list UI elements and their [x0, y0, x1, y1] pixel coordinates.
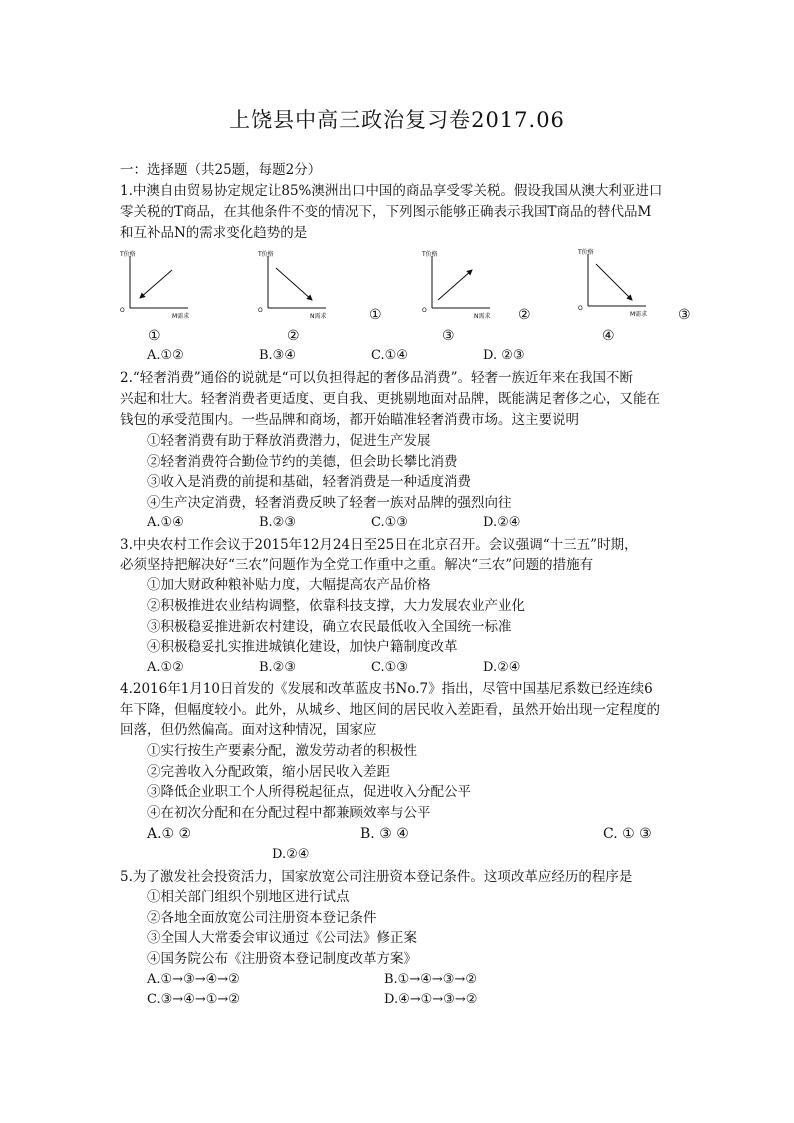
q5-option-d[interactable]: D.④→①→③→② [384, 992, 478, 1007]
q3-item-1: ①加大财政种粮补贴力度，大幅提高农产品价格 [147, 577, 431, 593]
graph-3-ylabel: T价格 [422, 251, 438, 258]
q3-option-c[interactable]: C.①③ [371, 660, 408, 675]
q5-item-4: ④国务院公布《注册资本登记制度改革方案》 [147, 951, 417, 967]
q3-option-a[interactable]: A.①② [147, 660, 184, 675]
q1-graph-mark-1: ① [148, 328, 161, 344]
graph-2-ylabel: T价格 [258, 251, 274, 258]
q4-item-1: ①实行按生产要素分配，激发劳动者的积极性 [147, 743, 417, 759]
q2-option-a[interactable]: A.①④ [147, 515, 184, 530]
graph-4-xlabel: M需求 [630, 311, 648, 318]
q4-line-3: 回落，但仍然偏高。面对这种情况，国家应 [120, 722, 377, 738]
q2-option-d[interactable]: D.②④ [483, 515, 521, 530]
graph-1-xlabel: M需求 [172, 313, 190, 320]
q1-option-a[interactable]: A.①② [147, 348, 184, 363]
q1-side-mark-2: ② [518, 307, 531, 323]
graph-2-xlabel: N需求 [310, 313, 327, 320]
q1-side-mark-1: ① [369, 307, 382, 323]
q2-line-2: 兴起和壮大。轻奢消费者更适度、更自我、更挑剔地面对品牌，既能满足奢侈之心，又能在 [120, 391, 660, 407]
q1-graph-2 [254, 248, 334, 320]
graph-3-xlabel: N需求 [474, 313, 491, 320]
section-heading: 一：选择题（共25题，每题2分） [120, 162, 322, 178]
q5-item-2: ②各地全面放宽公司注册资本登记条件 [147, 910, 377, 926]
q5-item-3: ③全国人大常委会审议通过《公司法》修正案 [147, 930, 417, 946]
q5-option-a[interactable]: A.①→③→④→② [147, 972, 240, 987]
q2-item-2: ②轻奢消费符合勤俭节约的美德，但会助长攀比消费 [147, 454, 458, 470]
q2-item-4: ④生产决定消费，轻奢消费反映了轻奢一族对品牌的强烈向往 [147, 495, 512, 511]
page-title: 上饶县中高三政治复习卷2017.06 [229, 108, 565, 132]
q3-option-b[interactable]: B.②③ [259, 660, 296, 675]
q1-graph-mark-4: ④ [602, 328, 615, 344]
graph-1-ylabel: T价格 [120, 251, 136, 258]
q5-option-b[interactable]: B.①→④→③→② [384, 972, 477, 987]
q3-item-4: ④积极稳妥扎实推进城镇化建设，加快户籍制度改革 [147, 639, 458, 655]
q5-item-1: ①相关部门组织个别地区进行试点 [147, 889, 350, 905]
q4-option-b[interactable]: B. ③ ④ [360, 826, 409, 842]
q2-item-1: ①轻奢消费有助于释放消费潜力，促进生产发展 [147, 433, 431, 449]
q2-item-3: ③收入是消费的前提和基础，轻奢消费是一种适度消费 [147, 474, 471, 490]
q2-option-b[interactable]: B.②③ [259, 515, 296, 530]
q4-line-2: 年下降，但幅度较小。此外，从城乡、地区间的居民收入差距看，虽然开始出现一定程度的 [120, 702, 660, 718]
q4-item-2: ②完善收入分配政策，缩小居民收入差距 [147, 764, 390, 780]
q4-option-c[interactable]: C. ① ③ [603, 826, 652, 842]
q4-option-a[interactable]: A.① ② [147, 826, 192, 842]
q1-line-1: 1.中澳自由贸易协定规定让85%澳洲出口中国的商品享受零关税。假设我国从澳大利亚进口 [120, 183, 663, 199]
graph-3-origin: O [422, 307, 427, 314]
q1-graph-mark-3: ③ [442, 328, 455, 344]
q3-option-d[interactable]: D.②④ [483, 660, 521, 675]
q3-line-1: 3.中央农村工作会议于2015年12月24日至25日在北京召开。会议强调“十三五”时期， [120, 537, 638, 553]
graph-4-origin: O [578, 305, 583, 312]
q4-item-4: ④在初次分配和在分配过程中都兼顾效率与公平 [147, 805, 431, 821]
q4-item-3: ③降低企业职工个人所得税起征点，促进收入分配公平 [147, 784, 471, 800]
q1-graph-3 [418, 248, 498, 320]
q4-line-1: 4.2016年1月10日首发的《发展和改革蓝皮书No.7》指出，尽管中国基尼系数已经连续6 [120, 681, 653, 697]
q1-line-3: 和互补品N的需求变化趋势的是 [120, 225, 308, 241]
q1-graph-4 [574, 246, 654, 318]
q1-option-b[interactable]: B.③④ [259, 348, 296, 363]
q1-option-c[interactable]: C.①④ [371, 348, 408, 363]
q3-item-3: ③积极稳妥推进新农村建设，确立农民最低收入全国统一标准 [147, 619, 512, 635]
q3-item-2: ②积极推进农业结构调整，依靠科技支撑，大力发展农业产业化 [147, 598, 525, 614]
q5-line-1: 5.为了激发社会投资活力，国家放宽公司注册资本登记条件。这项改革应经历的程序是 [120, 869, 633, 885]
q1-graph-mark-2: ② [287, 328, 300, 344]
q1-graph-1 [116, 248, 196, 320]
q2-line-3: 钱包的承受范围内。一些品牌和商场，都开始瞄准轻奢消费市场。这主要说明 [120, 412, 579, 428]
q1-option-d[interactable]: D. ②③ [483, 348, 525, 363]
graph-4-ylabel: T价格 [578, 249, 594, 256]
q2-option-c[interactable]: C.①③ [371, 515, 408, 530]
q1-side-mark-3: ③ [678, 307, 691, 323]
graph-2-origin: O [258, 307, 263, 314]
graph-1-origin: O [120, 307, 125, 314]
q3-line-2: 必须坚持把解决好“三农”问题作为全党工作重中之重。解决“三农”问题的措施有 [120, 557, 594, 573]
q2-line-1: 2.“轻奢消费”通俗的说就是“可以负担得起的奢侈品消费”。轻奢一族近年来在我国不断 [120, 370, 633, 386]
q5-option-c[interactable]: C.③→④→①→② [147, 992, 240, 1007]
q4-option-d[interactable]: D.②④ [272, 847, 310, 862]
q1-line-2: 零关税的T商品，在其他条件不变的情况下，下列图示能够正确表示我国T商品的替代品M [120, 204, 652, 220]
